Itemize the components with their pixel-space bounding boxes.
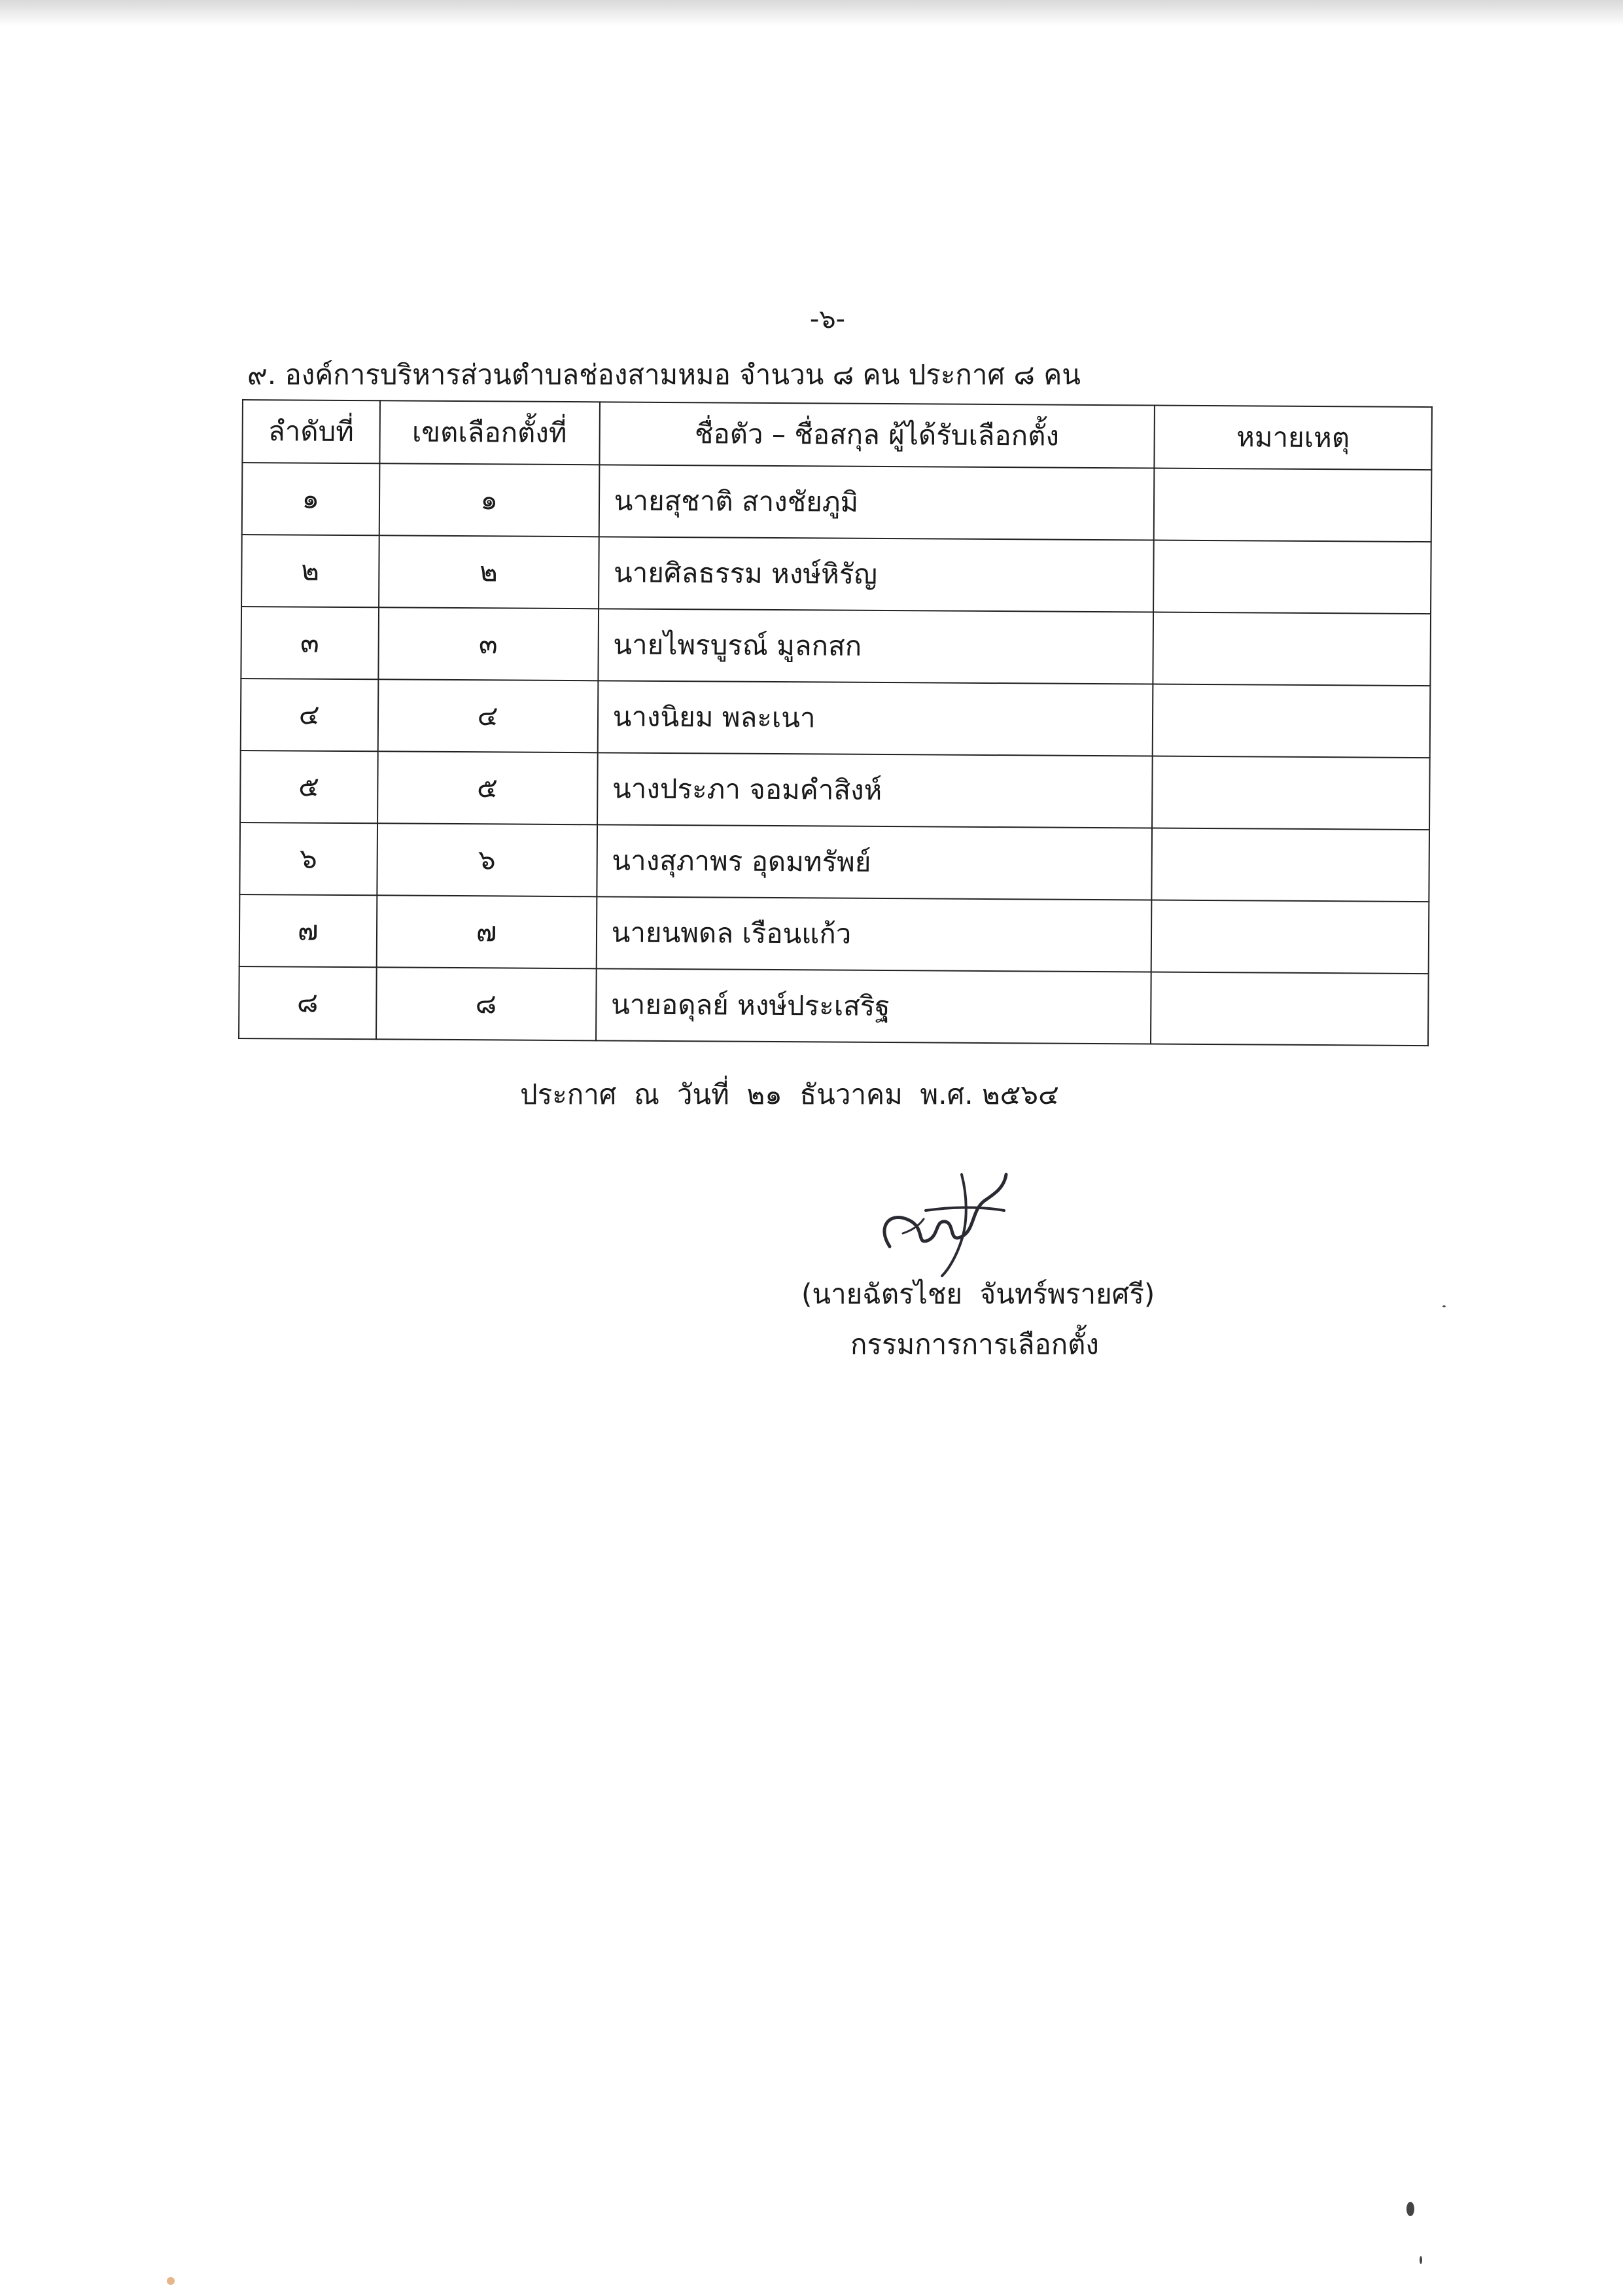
- cell-seq: ๓: [241, 607, 378, 679]
- cell-seq: ๑: [242, 463, 379, 535]
- cell-name: นายนพดล เรือนแก้ว: [596, 896, 1151, 972]
- cell-remark: [1151, 900, 1429, 974]
- cell-remark: [1153, 540, 1431, 614]
- section-heading: ๙. องค์การบริหารส่วนตำบลช่องสามหมอ จำนวน ๘ คน ประกาศ ๘ คน: [247, 359, 1081, 391]
- cell-remark: [1153, 612, 1431, 686]
- cell-zone: ๑: [379, 463, 599, 537]
- cell-zone: ๓: [378, 607, 599, 680]
- page-number: -๖-: [809, 304, 846, 334]
- table-row: [239, 894, 1429, 974]
- header-name: ชื่อตัว – ชื่อสกุล ผู้ได้รับเลือกตั้ง: [599, 402, 1155, 468]
- signatory-title: กรรมการการเลือกตั้ง: [850, 1328, 1099, 1360]
- cell-remark: [1151, 972, 1429, 1046]
- table-row: [239, 966, 1429, 1046]
- table-row: [241, 607, 1431, 686]
- cell-zone: ๕: [377, 751, 598, 824]
- signatory-name: (นายฉัตรไชย จันทร์พรายศรี): [801, 1278, 1155, 1310]
- scan-speck: [1420, 2256, 1422, 2264]
- signature: [864, 1148, 1021, 1279]
- cell-name: นายไพรบูรณ์ มูลกสก: [598, 609, 1153, 684]
- cell-seq: ๖: [239, 822, 377, 895]
- table-row: [241, 535, 1431, 614]
- table-row: [242, 463, 1432, 542]
- cell-zone: ๗: [376, 895, 597, 968]
- cell-remark: [1154, 468, 1432, 542]
- cell-remark: [1151, 828, 1429, 902]
- cell-name: นางประภา จอมคำสิงห์: [597, 752, 1153, 828]
- scan-speck: [1442, 1305, 1446, 1307]
- cell-remark: [1153, 684, 1431, 758]
- table-row: [240, 751, 1430, 830]
- cell-name: นางสุภาพร อุดมทรัพย์: [597, 824, 1152, 900]
- cell-remark: [1152, 756, 1430, 830]
- cell-zone: ๔: [377, 679, 598, 752]
- table-header-row: [242, 400, 1432, 470]
- cell-seq: ๘: [239, 966, 376, 1039]
- cell-name: นายสุชาติ สางชัยภูมิ: [599, 465, 1154, 540]
- scan-speck: [167, 2277, 175, 2285]
- header-seq: ลำดับที่: [242, 400, 379, 463]
- header-zone: เขตเลือกตั้งที่: [379, 400, 600, 465]
- results-table: [238, 399, 1433, 1046]
- header-remark: หมายเหตุ: [1154, 406, 1432, 470]
- cell-zone: ๘: [376, 967, 597, 1040]
- cell-name: นางนิยม พละเนา: [597, 680, 1153, 756]
- scan-speck: [1406, 2202, 1414, 2216]
- cell-seq: ๔: [241, 679, 378, 751]
- cell-name: นายศิลธรรม หงษ์หิรัญ: [599, 537, 1154, 612]
- announcement-date: ประกาศ ณ วันที่ ๒๑ ธันวาคม พ.ศ. ๒๕๖๔: [520, 1078, 1059, 1110]
- cell-seq: ๒: [241, 535, 379, 607]
- cell-zone: ๒: [379, 535, 599, 609]
- scan-shadow: [0, 0, 1623, 26]
- table-row: [239, 822, 1429, 902]
- cell-zone: ๖: [377, 823, 597, 896]
- cell-seq: ๕: [240, 751, 377, 823]
- cell-seq: ๗: [239, 894, 377, 967]
- cell-name: นายอดุลย์ หงษ์ประเสริฐ: [596, 968, 1151, 1044]
- table-row: [241, 679, 1431, 758]
